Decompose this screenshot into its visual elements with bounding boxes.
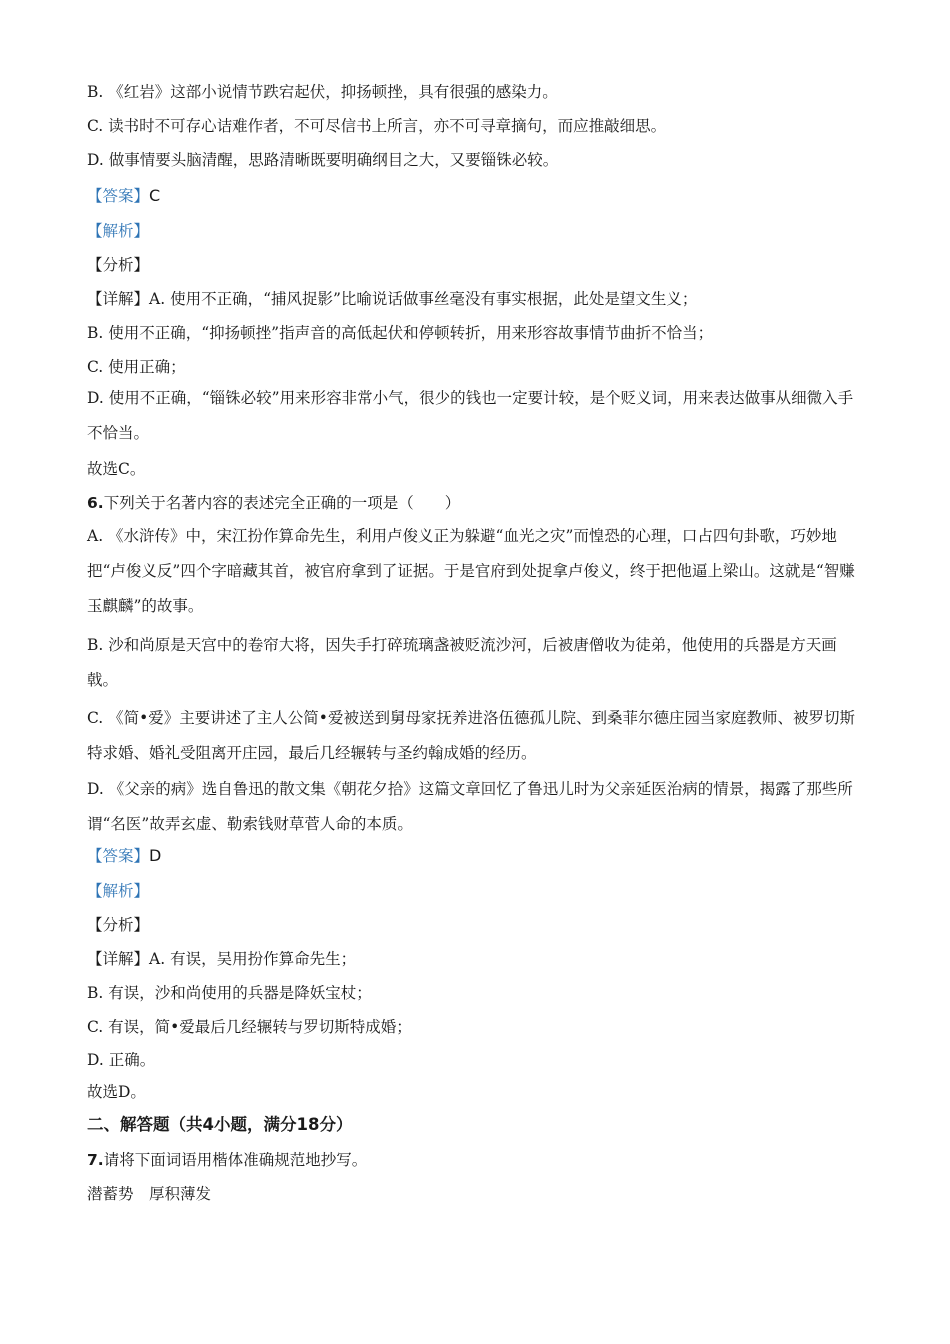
- question-stem: 下列关于名著内容的表述完全正确的一项是（ ）: [103, 494, 461, 512]
- q5-option-c: C. 读书时不可存心诘难作者，不可尽信书上所言，亦不可寻章摘句，而应推敲细思。: [87, 117, 667, 135]
- detail-tag: 【详解】: [87, 290, 150, 308]
- q6-option-a: A. 《水浒传》中，宋江扮作算命先生，利用卢俊义正为躲避“血光之灾”而惶恐的心理，口占四句卦歌，巧妙地把“卢俊义反”四个字暗藏其首，被官府拿到了证据。于是官府到处捉拿卢俊义，终于把他逼上梁山。这就是“智赚玉麒麟”的故事。: [87, 527, 855, 615]
- question-number: 6.: [87, 494, 104, 512]
- question-number: 7.: [87, 1151, 104, 1169]
- q6-option-c: C. 《简•爱》主要讲述了主人公简•爱被送到舅母家抚养进洛伍德孤儿院、到桑菲尔德庄园当家庭教师、被罗切斯特求婚、婚礼受阻离开庄园，最后几经辗转与圣约翰成婚的经历。: [87, 709, 855, 762]
- q5-detail-d: D. 使用不正确，“锱铢必较”用来形容非常小气，很少的钱也一定要计较，是个贬义词，用来表达做事从细微入手不恰当。: [87, 389, 854, 442]
- q6-detail-c: C. 有误，简•爱最后几经辗转与罗切斯特成婚；: [87, 1018, 412, 1036]
- q5-answer-line: [87, 185, 867, 207]
- answer-value: C: [149, 186, 161, 205]
- question-stem: 请将下面词语用楷体准确规范地抄写。: [103, 1151, 368, 1169]
- q5-detail-c: C. 使用正确；: [87, 358, 186, 376]
- total-score: 18: [296, 1115, 320, 1134]
- answer-value: D: [149, 846, 162, 865]
- q5-jiexi-tag: 【解析】: [87, 222, 150, 240]
- q6-answer-line: [87, 845, 867, 867]
- answer-tag: 【答案】: [87, 847, 150, 865]
- q6-detail-d: D. 正确。: [87, 1051, 156, 1069]
- q5-option-d: D. 做事情要头脑清醒，思路清晰既要明确纲目之大，又要锱铢必较。: [87, 151, 559, 169]
- q5-detail-a: [87, 288, 867, 310]
- q6-conclusion: 故选D。: [87, 1083, 146, 1101]
- answer-tag: 【答案】: [87, 187, 150, 205]
- heading-suffix: 分）: [319, 1115, 353, 1134]
- detail-a-text: A. 有误，吴用扮作算命先生；: [149, 950, 357, 968]
- q7-stem-line: [87, 1149, 867, 1171]
- q6-stem-line: [87, 492, 867, 514]
- heading-prefix: 二、解答题（共: [87, 1115, 203, 1134]
- q6-detail-b: B. 有误，沙和尚使用的兵器是降妖宝杖；: [87, 984, 372, 1002]
- q6-jiexi-tag: 【解析】: [87, 882, 150, 900]
- q6-option-d: D. 《父亲的病》选自鲁迅的散文集《朝花夕拾》这篇文章回忆了鲁迅儿时为父亲延医治病的情景，揭露了那些所谓“名医”故弄玄虚、勒索钱财草菅人命的本质。: [87, 780, 853, 833]
- q5-conclusion: 故选C。: [87, 460, 146, 478]
- heading-mid: 小题，满分: [213, 1115, 297, 1134]
- q6-option-b: B. 沙和尚原是天宫中的卷帘大将，因失手打碎琉璃盏被贬流沙河，后被唐僧收为徒弟，他使用的兵器是方天画戟。: [87, 636, 837, 689]
- q5-option-b: B. 《红岩》这部小说情节跌宕起伏，抑扬顿挫，具有很强的感染力。: [87, 83, 558, 101]
- section-heading: [87, 1114, 867, 1136]
- q6-fenxi: 【分析】: [87, 916, 150, 934]
- detail-tag: 【详解】: [87, 950, 150, 968]
- question-count: 4: [202, 1115, 214, 1134]
- q5-fenxi: 【分析】: [87, 256, 150, 274]
- q7-words: 潜蓄势 厚积薄发: [87, 1185, 212, 1203]
- detail-a-text: A. 使用不正确，“捕风捉影”比喻说话做事丝毫没有事实根据，此处是望文生义；: [149, 290, 698, 308]
- q5-detail-b: B. 使用不正确，“抑扬顿挫”指声音的高低起伏和停顿转折，用来形容故事情节曲折不恰当；: [87, 324, 714, 342]
- q6-detail-a: [87, 948, 867, 970]
